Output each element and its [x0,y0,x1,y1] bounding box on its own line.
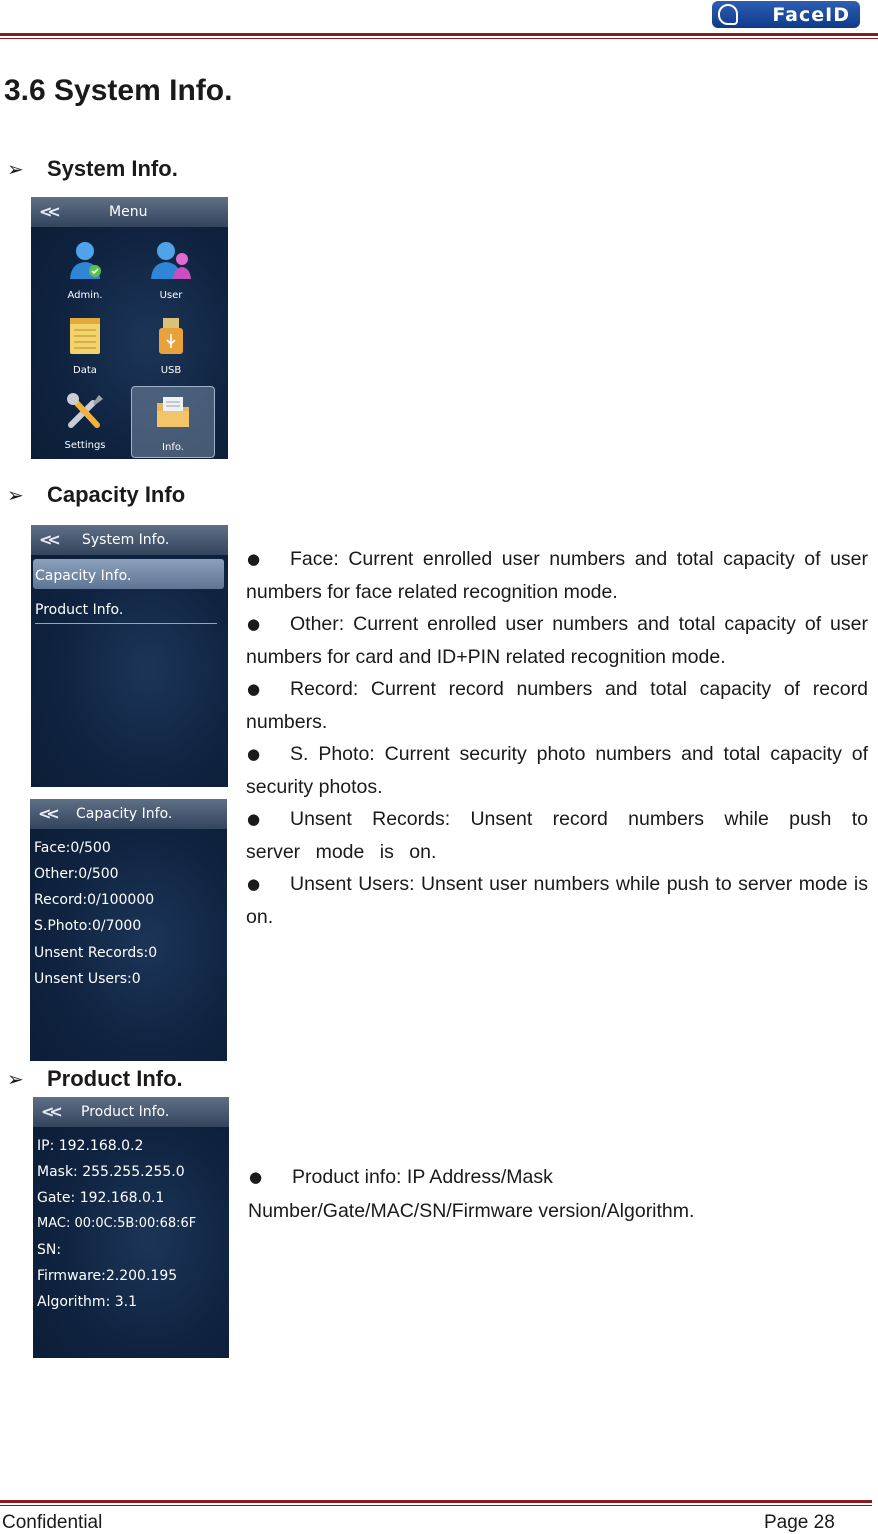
page-number: Page 28 [764,1512,835,1533]
product-line: IP: 192.168.0.2 [37,1138,144,1154]
menu-item-admin [45,235,125,305]
system-info-screenshot [31,525,228,787]
arrow-bullet-icon: ➢ [7,483,24,507]
product-line: SN: [37,1242,62,1258]
menu-label: Info. [162,442,184,453]
info-icon [153,389,193,433]
capacity-line: Unsent Users:0 [34,971,141,987]
capacity-line: Other:0/500 [34,866,119,882]
bullet-dot-icon: ● [247,680,261,698]
bullet-dot-icon: ● [247,810,261,828]
menu-label: USB [160,365,182,376]
product-description [248,1160,808,1228]
screen-title: Menu [109,204,148,220]
capacity-line: Face:0/500 [34,840,111,856]
capacity-description [246,543,868,933]
bullet-item: ● Product info: IP Address/Mask Number/Gate/MAC/SN/Firmware version/Algorithm. [248,1160,808,1228]
menu-item-settings [45,385,125,455]
screen-title: Product Info. [81,1104,170,1120]
admin-icon [65,239,105,283]
header-rule-thin [0,38,878,39]
bullet-item: ● Other: Current enrolled user numbers and total capacity of user numbers for card and ID+PIN related recognition mode. [246,608,868,673]
menu-label: Settings [64,440,106,451]
section-capacity-info [7,482,185,508]
product-line: Algorithm: 3.1 [37,1294,137,1310]
user-icon [149,239,193,283]
section-title: Capacity Info [47,482,186,507]
back-icon: << [39,530,56,549]
bullet-dot-icon: ● [247,875,261,893]
settings-icon [63,389,107,433]
menu-item-info [131,386,215,458]
footer-rule [0,1500,872,1503]
section-title: Product Info. [47,1066,183,1091]
face-logo-icon [718,4,738,25]
back-icon: << [39,202,56,221]
arrow-bullet-icon: ➢ [7,1067,24,1091]
section-product-info [7,1066,183,1092]
menu-label: Admin. [67,290,103,301]
menu-screenshot [31,197,228,459]
bullet-item: ● Unsent Records: Unsent record numbers while push to server mode is on. [246,803,868,868]
arrow-bullet-icon: ➢ [7,157,24,181]
section-system-info [7,156,178,182]
capacity-line: Unsent Records:0 [34,945,158,961]
list-item: Capacity Info. [35,568,132,584]
bullet-item: ● S. Photo: Current security photo numbers and total capacity of security photos. [246,738,868,803]
screen-title: Capacity Info. [76,806,173,822]
capacity-line: Record:0/100000 [34,892,155,908]
product-line: Gate: 192.168.0.1 [37,1190,165,1206]
menu-item-user [131,235,211,305]
page-title: 3.6 System Info. [4,74,233,107]
usb-icon [151,314,191,358]
menu-label: User [159,290,183,301]
bullet-item: ● Unsent Users: Unsent user numbers while push to server mode is on. [246,868,868,933]
header-rule [0,33,878,36]
footer-rule-thin [0,1505,872,1506]
product-line: Firmware:2.200.195 [37,1268,178,1284]
data-icon [65,314,105,358]
menu-label: Data [73,365,97,376]
bullet-dot-icon: ● [249,1168,263,1186]
menu-item-usb [131,310,211,380]
back-icon: << [38,804,55,823]
divider [35,623,217,624]
bullet-dot-icon: ● [247,550,261,568]
footer-confidential: Confidential [2,1512,103,1533]
bullet-item: ● Face: Current enrolled user numbers and total capacity of user numbers for face related recognition mode. [246,543,868,608]
list-item: Product Info. [35,602,124,618]
product-info-screenshot [33,1097,229,1358]
logo-text: FaceID [772,3,850,26]
section-title: System Info. [47,156,178,181]
bullet-dot-icon: ● [247,615,261,633]
menu-item-data [45,310,125,380]
bullet-item: ● Record: Current record numbers and total capacity of record numbers. [246,673,868,738]
faceid-logo [712,1,860,28]
capacity-info-screenshot [30,799,227,1061]
product-line: MAC: 00:0C:5B:00:68:6F [37,1216,197,1231]
bullet-dot-icon: ● [247,745,261,763]
back-icon: << [41,1102,58,1121]
screen-title: System Info. [82,532,170,548]
product-line: Mask: 255.255.255.0 [37,1164,185,1180]
capacity-line: S.Photo:0/7000 [34,918,142,934]
